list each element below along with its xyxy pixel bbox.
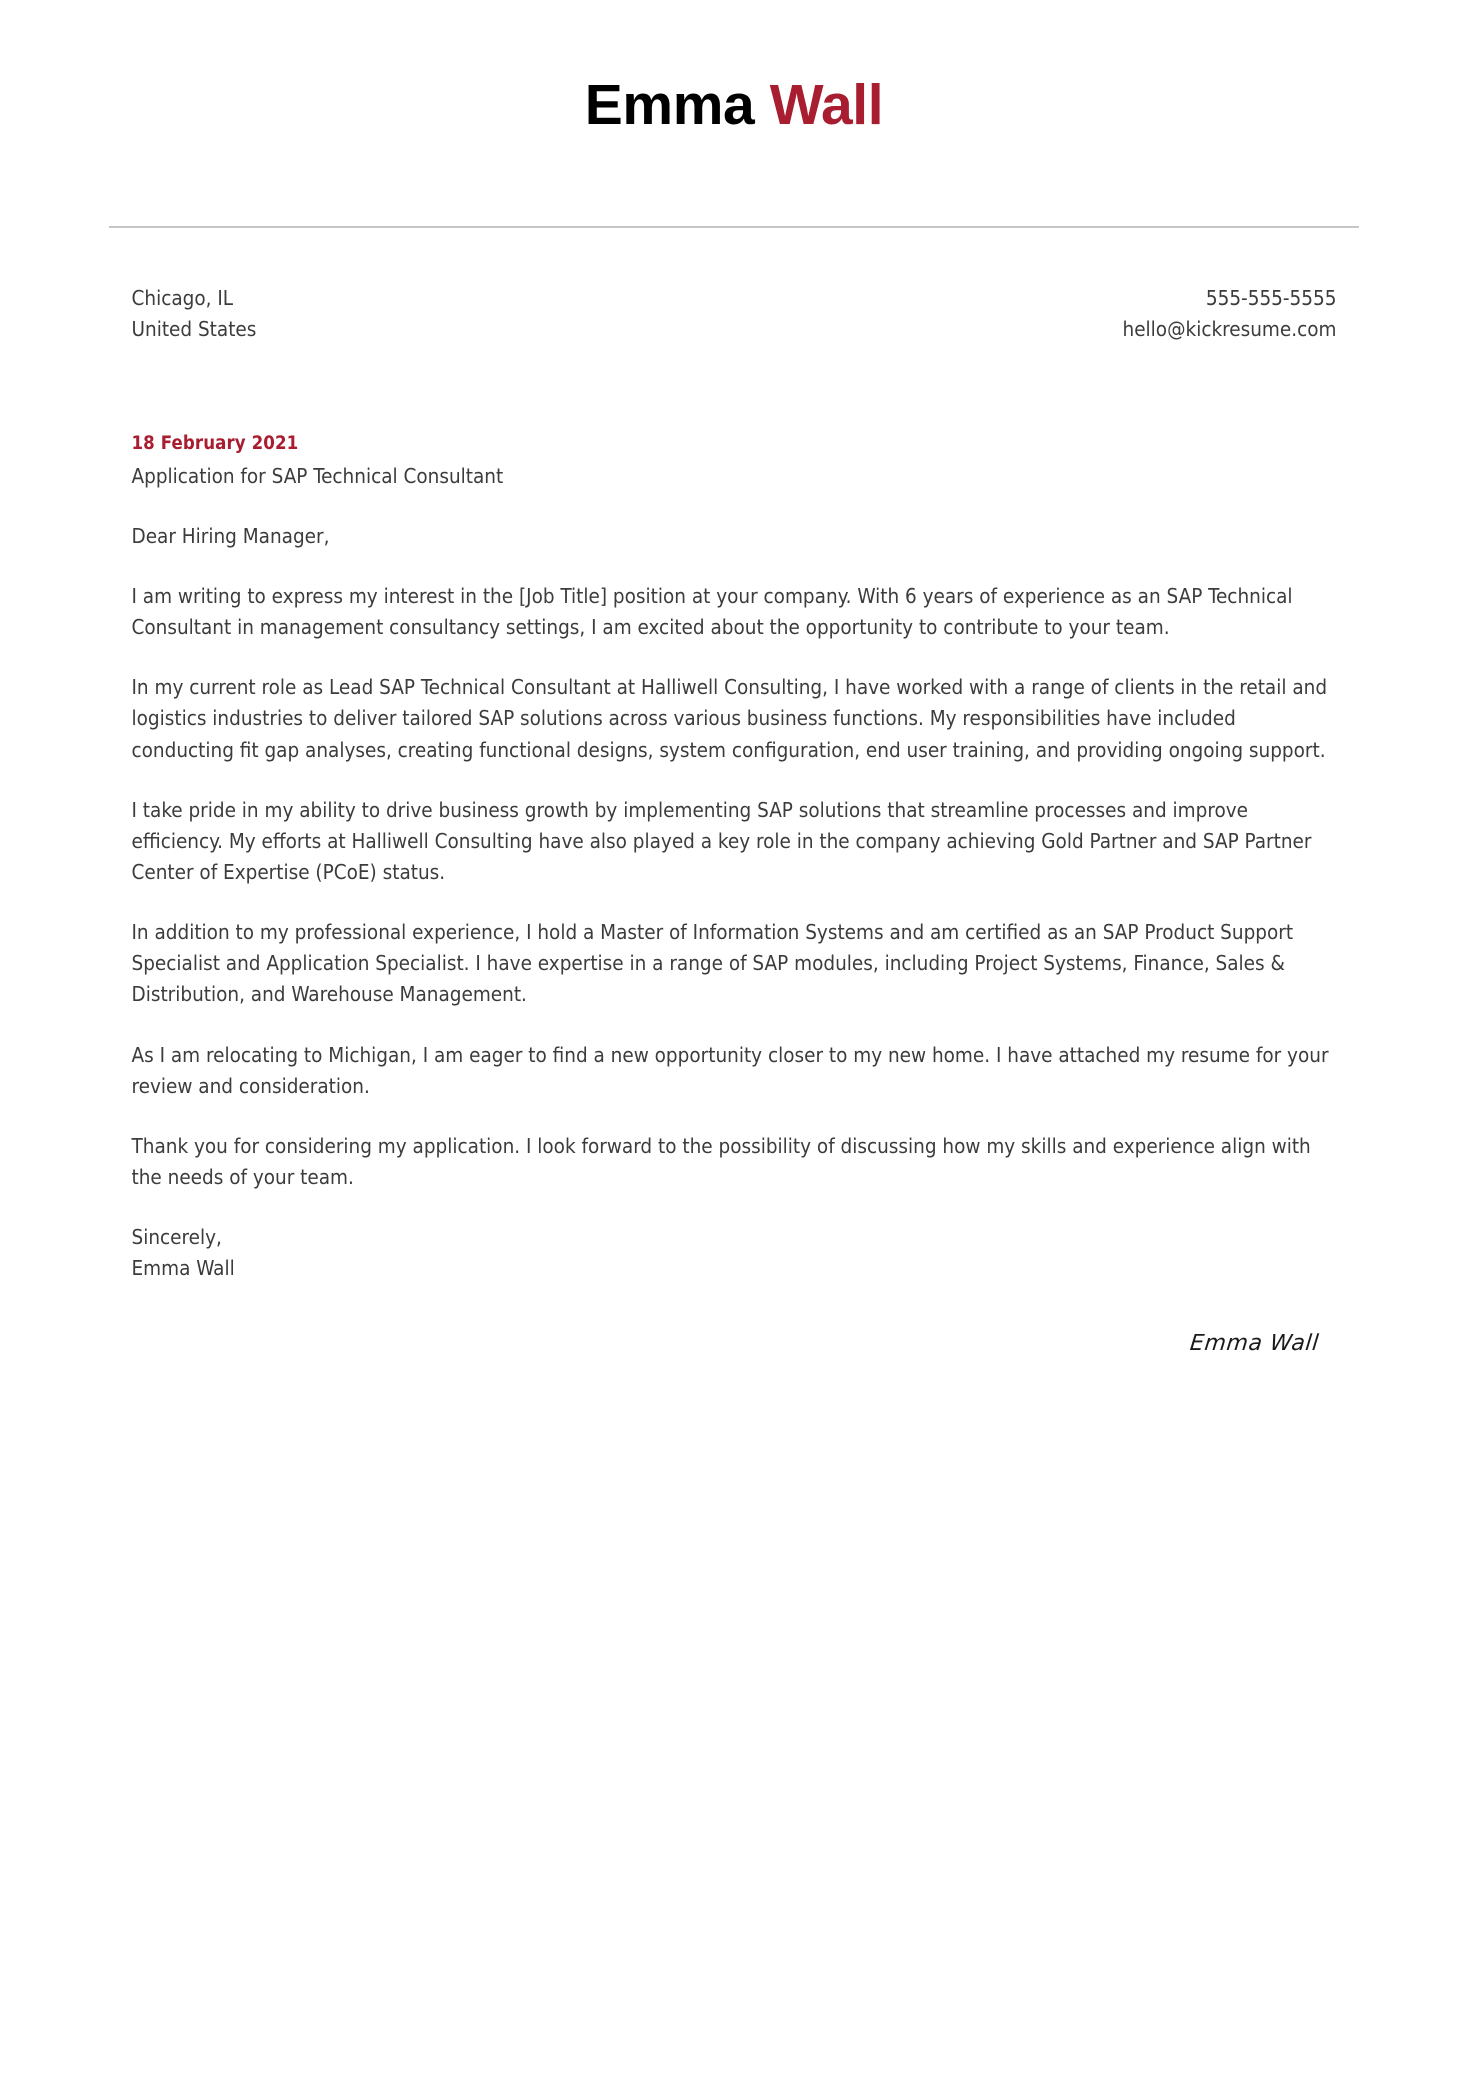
letter-date: 18 February 2021 (131, 433, 299, 455)
letter-salutation: Dear Hiring Manager, (131, 523, 330, 548)
contact-email[interactable]: hello@kickresume.com (1122, 317, 1337, 341)
closing-name: Emma Wall (131, 1256, 235, 1281)
letter-paragraph: I am writing to express my interest in the [Job Title] position at your company. With 6 years of experience as an SAP Technical Consultant in management consultancy settings, I am excited about the opportunity to contribute to your team. (131, 583, 1293, 640)
contact-location (132, 283, 257, 345)
contact-block (132, 283, 1337, 345)
letter-paragraph: In my current role as Lead SAP Technical Consultant at Halliwell Consulting, I have worked with a range of clients in the retail and logistics industries to deliver tailored SAP solutions across various business functions. My responsibilities have included conducting fit gap analyses, creating functional designs, system configuration, end user training, and providing ongoing support. (131, 675, 1328, 762)
page-title (0, 73, 1468, 137)
letter-closing (132, 1222, 1337, 1284)
letter-paragraph: As I am relocating to Michigan, I am eager to find a new opportunity closer to my new home. I have attached my resume for your review and consideration. (131, 1042, 1329, 1098)
letter-body (132, 345, 1337, 1284)
signature-area (132, 1285, 1337, 1356)
contact-phone[interactable]: 555-555-5555 (1205, 285, 1337, 310)
letter-paragraph: In addition to my professional experience, I hold a Master of Information Systems and am certified as an SAP Product Support Specialist and Application Specialist. I have expertise in a range of SAP modules, including Project Systems, Finance, Sales & Distribution, and Warehouse Management. (131, 920, 1294, 1007)
contact-country: United States (131, 317, 257, 341)
first-name: Emma (584, 73, 755, 137)
handwritten-signature: Emma Wall (1188, 1330, 1320, 1356)
header-divider (109, 226, 1359, 228)
last-name: Wall (769, 73, 884, 137)
letter-subject: Application for SAP Technical Consultant (131, 463, 504, 488)
contact-city: Chicago, IL (131, 285, 234, 310)
contact-details (1123, 283, 1337, 345)
letter-paragraph: I take pride in my ability to drive business growth by implementing SAP solutions that streamline processes and improve efficiency. My efforts at Halliwell Consulting have also played a key role in the company achieving Gold Partner and SAP Partner Center of Expertise (PCoE) status. (131, 797, 1312, 884)
letter-paragraph: Thank you for considering my application. I look forward to the possibility of discussing how my skills and experience align with the needs of your team. (131, 1133, 1311, 1190)
closing-salutation: Sincerely, (131, 1225, 222, 1250)
letterhead (0, 0, 1468, 136)
